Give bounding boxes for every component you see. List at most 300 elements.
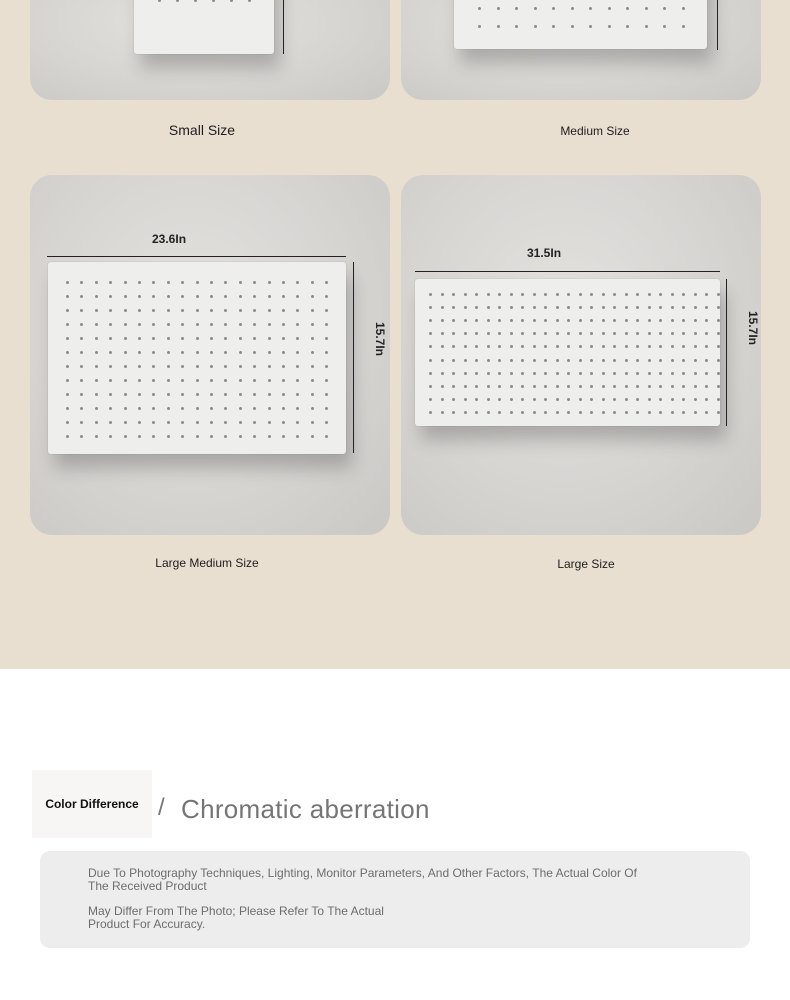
peg-hole: [296, 435, 299, 438]
peg-hole: [579, 372, 582, 375]
peg-hole: [533, 332, 536, 335]
peg-hole: [124, 379, 127, 382]
peg-hole: [181, 309, 184, 312]
peg-hole: [556, 398, 559, 401]
peg-hole: [659, 332, 662, 335]
peg-hole: [544, 372, 547, 375]
medium-pegboard: [454, 0, 707, 49]
peg-hole: [705, 345, 708, 348]
peg-hole: [510, 411, 513, 414]
peg-hole: [510, 332, 513, 335]
peg-hole: [602, 385, 605, 388]
chromatic-aberration-heading: Chromatic aberration: [181, 794, 430, 824]
peg-hole: [167, 295, 170, 298]
peg-hole: [659, 411, 662, 414]
peg-hole: [152, 281, 155, 284]
peg-hole: [608, 25, 611, 28]
peg-hole: [325, 407, 328, 410]
peg-hole: [571, 25, 574, 28]
peg-hole: [109, 281, 112, 284]
peg-hole: [717, 293, 720, 296]
peg-hole: [648, 385, 651, 388]
peg-hole: [487, 411, 490, 414]
peg-hole: [475, 306, 478, 309]
peg-hole: [311, 281, 314, 284]
peg-hole: [181, 295, 184, 298]
peg-hole: [152, 337, 155, 340]
peg-hole: [325, 379, 328, 382]
peg-hole: [625, 319, 628, 322]
peg-hole: [429, 319, 432, 322]
peg-hole: [311, 295, 314, 298]
peg-hole: [296, 421, 299, 424]
peg-hole: [498, 372, 501, 375]
peg-hole: [636, 385, 639, 388]
peg-hole: [717, 411, 720, 414]
peg-hole: [124, 393, 127, 396]
peg-hole: [544, 359, 547, 362]
peg-hole: [671, 293, 674, 296]
peg-hole: [441, 359, 444, 362]
peg-hole: [224, 421, 227, 424]
peg-hole: [95, 393, 98, 396]
peg-hole: [579, 411, 582, 414]
peg-hole: [645, 25, 648, 28]
heading-separator: /: [158, 794, 165, 821]
peg-hole: [648, 319, 651, 322]
peg-hole: [268, 323, 271, 326]
peg-hole: [124, 309, 127, 312]
peg-hole: [590, 411, 593, 414]
peg-hole: [296, 351, 299, 354]
peg-hole: [196, 351, 199, 354]
peg-hole: [311, 351, 314, 354]
peg-hole: [521, 306, 524, 309]
peg-hole: [268, 435, 271, 438]
peg-hole: [705, 359, 708, 362]
peg-hole: [282, 435, 285, 438]
peg-hole: [602, 319, 605, 322]
peg-hole: [544, 306, 547, 309]
peg-hole: [534, 7, 537, 10]
peg-hole: [717, 398, 720, 401]
peg-hole: [325, 323, 328, 326]
peg-hole: [66, 309, 69, 312]
peg-hole: [311, 337, 314, 340]
peg-hole: [296, 281, 299, 284]
peg-hole: [253, 365, 256, 368]
peg-hole: [510, 398, 513, 401]
peg-hole: [311, 407, 314, 410]
peg-hole: [487, 359, 490, 362]
peg-hole: [282, 379, 285, 382]
peg-hole: [475, 319, 478, 322]
peg-hole: [579, 345, 582, 348]
peg-hole: [556, 332, 559, 335]
peg-hole: [590, 293, 593, 296]
peg-hole: [138, 379, 141, 382]
peg-hole: [224, 365, 227, 368]
medium-size-photo: [401, 0, 761, 100]
peg-hole: [663, 25, 666, 28]
peg-hole: [325, 435, 328, 438]
peg-hole: [268, 309, 271, 312]
peg-hole: [325, 351, 328, 354]
color-notice-box: [40, 851, 750, 948]
peg-hole: [138, 281, 141, 284]
peg-hole: [311, 323, 314, 326]
peg-hole: [694, 372, 697, 375]
peg-hole: [268, 351, 271, 354]
peg-hole: [196, 323, 199, 326]
peg-hole: [152, 435, 155, 438]
peg-hole: [196, 393, 199, 396]
peg-hole: [296, 393, 299, 396]
peg-hole: [441, 372, 444, 375]
peg-hole: [533, 306, 536, 309]
peg-hole: [590, 306, 593, 309]
notice-text-line-1: Due To Photography Techniques, Lighting, Monitor Parameters, And Other Factors, The Actual Color Of The Received Product: [88, 866, 637, 893]
peg-hole: [268, 295, 271, 298]
peg-hole: [282, 393, 285, 396]
peg-hole: [138, 323, 141, 326]
peg-hole: [498, 385, 501, 388]
peg-hole: [282, 295, 285, 298]
peg-hole: [475, 359, 478, 362]
peg-hole: [429, 293, 432, 296]
peg-hole: [682, 345, 685, 348]
notice-text-line-2: May Differ From The Photo; Please Refer To The Actual Product For Accuracy.: [88, 904, 384, 931]
peg-hole: [282, 421, 285, 424]
peg-hole: [282, 337, 285, 340]
peg-hole: [705, 398, 708, 401]
peg-hole: [296, 337, 299, 340]
peg-hole: [705, 372, 708, 375]
peg-hole: [95, 407, 98, 410]
peg-hole: [475, 372, 478, 375]
peg-hole: [579, 385, 582, 388]
peg-hole: [152, 379, 155, 382]
peg-hole: [648, 411, 651, 414]
peg-hole: [325, 281, 328, 284]
peg-hole: [487, 293, 490, 296]
peg-hole: [579, 319, 582, 322]
peg-hole: [210, 281, 213, 284]
peg-hole: [181, 421, 184, 424]
peg-hole: [268, 379, 271, 382]
peg-hole: [452, 411, 455, 414]
peg-hole: [66, 323, 69, 326]
peg-hole: [311, 309, 314, 312]
peg-hole: [239, 295, 242, 298]
peg-hole: [694, 306, 697, 309]
peg-hole: [210, 407, 213, 410]
peg-hole: [533, 345, 536, 348]
peg-hole: [429, 306, 432, 309]
peg-hole: [80, 393, 83, 396]
peg-hole: [544, 398, 547, 401]
peg-hole: [253, 379, 256, 382]
peg-hole: [515, 7, 518, 10]
peg-hole: [268, 421, 271, 424]
peg-hole: [441, 385, 444, 388]
peg-hole: [196, 435, 199, 438]
peg-hole: [510, 306, 513, 309]
peg-hole: [602, 359, 605, 362]
pegboard-holes: [134, 0, 274, 54]
peg-hole: [626, 7, 629, 10]
peg-hole: [253, 351, 256, 354]
peg-hole: [694, 332, 697, 335]
peg-hole: [671, 398, 674, 401]
peg-hole: [521, 293, 524, 296]
peg-hole: [510, 372, 513, 375]
pegboard-holes: [415, 279, 720, 426]
peg-hole: [475, 398, 478, 401]
peg-hole: [124, 337, 127, 340]
medium-size-caption: Medium Size: [560, 124, 630, 138]
peg-hole: [590, 332, 593, 335]
peg-hole: [613, 293, 616, 296]
peg-hole: [109, 421, 112, 424]
peg-hole: [498, 345, 501, 348]
peg-hole: [181, 337, 184, 340]
peg-hole: [167, 379, 170, 382]
peg-hole: [268, 281, 271, 284]
peg-hole: [429, 345, 432, 348]
peg-hole: [296, 323, 299, 326]
peg-hole: [613, 359, 616, 362]
peg-hole: [659, 385, 662, 388]
peg-hole: [608, 7, 611, 10]
peg-hole: [66, 393, 69, 396]
peg-hole: [659, 293, 662, 296]
peg-hole: [659, 306, 662, 309]
peg-hole: [645, 7, 648, 10]
small-height-line: [283, 0, 284, 54]
peg-hole: [429, 411, 432, 414]
peg-hole: [671, 385, 674, 388]
peg-hole: [210, 295, 213, 298]
peg-hole: [80, 323, 83, 326]
peg-hole: [268, 393, 271, 396]
peg-hole: [589, 25, 592, 28]
peg-hole: [212, 0, 215, 2]
peg-hole: [533, 319, 536, 322]
peg-hole: [464, 359, 467, 362]
peg-hole: [464, 398, 467, 401]
peg-hole: [325, 337, 328, 340]
peg-hole: [544, 319, 547, 322]
peg-hole: [636, 332, 639, 335]
peg-hole: [109, 323, 112, 326]
peg-hole: [579, 293, 582, 296]
peg-hole: [636, 411, 639, 414]
large-medium-size-photo: [30, 175, 390, 535]
peg-hole: [590, 319, 593, 322]
color-difference-tag: Color Difference: [32, 770, 152, 838]
peg-hole: [452, 385, 455, 388]
peg-hole: [567, 372, 570, 375]
peg-hole: [253, 435, 256, 438]
peg-hole: [452, 359, 455, 362]
peg-hole: [196, 281, 199, 284]
peg-hole: [239, 435, 242, 438]
peg-hole: [66, 281, 69, 284]
peg-hole: [682, 398, 685, 401]
peg-hole: [452, 372, 455, 375]
peg-hole: [544, 345, 547, 348]
peg-hole: [636, 293, 639, 296]
peg-hole: [429, 372, 432, 375]
peg-hole: [659, 398, 662, 401]
peg-hole: [152, 323, 155, 326]
peg-hole: [571, 7, 574, 10]
peg-hole: [705, 332, 708, 335]
peg-hole: [167, 435, 170, 438]
peg-hole: [567, 359, 570, 362]
peg-hole: [167, 393, 170, 396]
peg-hole: [196, 337, 199, 340]
peg-hole: [464, 372, 467, 375]
peg-hole: [253, 337, 256, 340]
peg-hole: [694, 398, 697, 401]
peg-hole: [567, 398, 570, 401]
peg-hole: [224, 435, 227, 438]
large-size-photo: [401, 175, 761, 535]
peg-hole: [138, 309, 141, 312]
large-width-label: 31.5In: [527, 246, 562, 260]
peg-hole: [475, 293, 478, 296]
peg-hole: [239, 365, 242, 368]
peg-hole: [109, 393, 112, 396]
peg-hole: [66, 407, 69, 410]
peg-hole: [636, 372, 639, 375]
peg-hole: [282, 323, 285, 326]
peg-hole: [95, 309, 98, 312]
peg-hole: [224, 309, 227, 312]
peg-hole: [224, 295, 227, 298]
peg-hole: [636, 359, 639, 362]
peg-hole: [556, 345, 559, 348]
peg-hole: [475, 345, 478, 348]
peg-hole: [567, 319, 570, 322]
peg-hole: [268, 337, 271, 340]
peg-hole: [636, 398, 639, 401]
peg-hole: [253, 393, 256, 396]
peg-hole: [705, 306, 708, 309]
peg-hole: [682, 293, 685, 296]
peg-hole: [498, 359, 501, 362]
peg-hole: [66, 351, 69, 354]
peg-hole: [109, 379, 112, 382]
small-pegboard: [134, 0, 274, 54]
peg-hole: [671, 359, 674, 362]
peg-hole: [138, 351, 141, 354]
peg-hole: [138, 435, 141, 438]
peg-hole: [602, 372, 605, 375]
peg-hole: [282, 309, 285, 312]
peg-hole: [602, 411, 605, 414]
peg-hole: [181, 379, 184, 382]
peg-hole: [671, 372, 674, 375]
peg-hole: [325, 365, 328, 368]
peg-hole: [648, 345, 651, 348]
peg-hole: [613, 411, 616, 414]
peg-hole: [239, 281, 242, 284]
peg-hole: [625, 332, 628, 335]
peg-hole: [510, 385, 513, 388]
peg-hole: [613, 385, 616, 388]
peg-hole: [556, 411, 559, 414]
peg-hole: [613, 306, 616, 309]
peg-hole: [694, 411, 697, 414]
peg-hole: [510, 293, 513, 296]
peg-hole: [311, 435, 314, 438]
peg-hole: [510, 319, 513, 322]
peg-hole: [152, 393, 155, 396]
peg-hole: [196, 365, 199, 368]
peg-hole: [210, 421, 213, 424]
peg-hole: [602, 306, 605, 309]
peg-hole: [521, 332, 524, 335]
peg-hole: [705, 411, 708, 414]
peg-hole: [567, 293, 570, 296]
peg-hole: [239, 379, 242, 382]
peg-hole: [66, 435, 69, 438]
peg-hole: [152, 351, 155, 354]
peg-hole: [167, 351, 170, 354]
peg-hole: [625, 411, 628, 414]
peg-hole: [475, 332, 478, 335]
peg-hole: [498, 411, 501, 414]
peg-hole: [602, 332, 605, 335]
peg-hole: [625, 398, 628, 401]
peg-hole: [224, 379, 227, 382]
peg-hole: [613, 398, 616, 401]
peg-hole: [268, 365, 271, 368]
peg-hole: [152, 407, 155, 410]
peg-hole: [253, 407, 256, 410]
peg-hole: [452, 306, 455, 309]
peg-hole: [671, 411, 674, 414]
peg-hole: [682, 25, 685, 28]
peg-hole: [282, 351, 285, 354]
peg-hole: [648, 293, 651, 296]
peg-hole: [138, 295, 141, 298]
peg-hole: [176, 0, 179, 2]
peg-hole: [109, 435, 112, 438]
peg-hole: [552, 25, 555, 28]
peg-hole: [239, 337, 242, 340]
peg-hole: [464, 332, 467, 335]
peg-hole: [717, 306, 720, 309]
large-medium-size-caption: Large Medium Size: [155, 556, 259, 570]
small-size-photo: [30, 0, 390, 100]
peg-hole: [152, 365, 155, 368]
peg-hole: [181, 365, 184, 368]
peg-hole: [567, 332, 570, 335]
peg-hole: [210, 323, 213, 326]
peg-hole: [544, 293, 547, 296]
peg-hole: [80, 435, 83, 438]
large-height-label: 15.7In: [746, 310, 761, 346]
peg-hole: [80, 351, 83, 354]
peg-hole: [694, 319, 697, 322]
peg-hole: [590, 372, 593, 375]
peg-hole: [253, 421, 256, 424]
peg-hole: [556, 306, 559, 309]
